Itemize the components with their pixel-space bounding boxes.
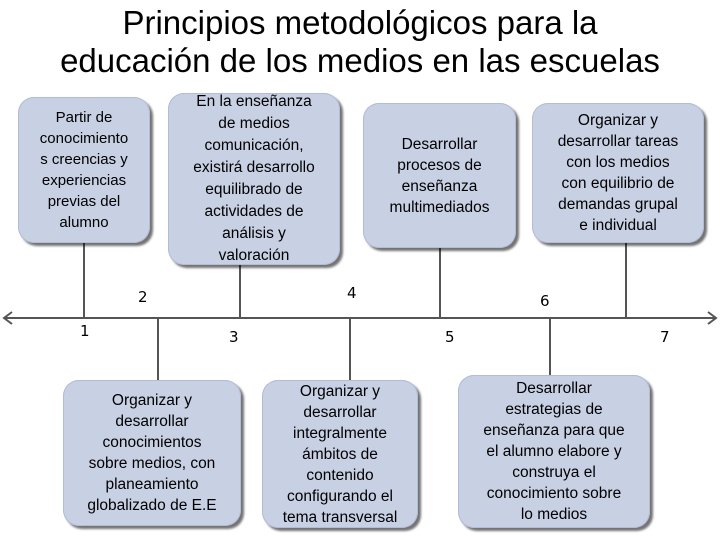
principle-box-2: En la enseñanza de medios comunicación, existirá desarrollo equilibrado de actividades de análisis y valoración	[168, 93, 340, 265]
principle-number-4: 4	[347, 284, 357, 302]
principle-box-4: Organizar y desarrollar integralmente ámbitos de contenido configurando el tema transversal	[262, 380, 418, 528]
principle-box-1: Partir de conocimiento s creencias y experiencias previas del alumno	[18, 97, 150, 243]
principle-number-1: 1	[80, 322, 90, 340]
title-line-2: educación de los medios en las escuelas	[60, 42, 660, 79]
principle-number-3: 3	[229, 328, 239, 346]
principle-box-3: Organizar y desarrollar conocimientos sobre medios, con planeamiento globalizado de E.E	[63, 380, 241, 526]
title-line-1: Principios metodológicos para la	[122, 4, 598, 41]
principle-number-5: 5	[445, 328, 455, 346]
principle-number-6: 6	[540, 292, 550, 310]
principle-number-2: 2	[138, 288, 148, 306]
principle-box-5: Desarrollar procesos de enseñanza multimediados	[363, 103, 516, 248]
principle-number-7: 7	[660, 328, 670, 346]
principle-box-6: Desarrollar estrategias de enseñanza para que el alumno elabore y construya el conocimiento sobre lo medios	[458, 375, 650, 528]
principle-box-7: Organizar y desarrollar tareas con los medios con equilibrio de demandas grupal e individual	[532, 103, 704, 243]
